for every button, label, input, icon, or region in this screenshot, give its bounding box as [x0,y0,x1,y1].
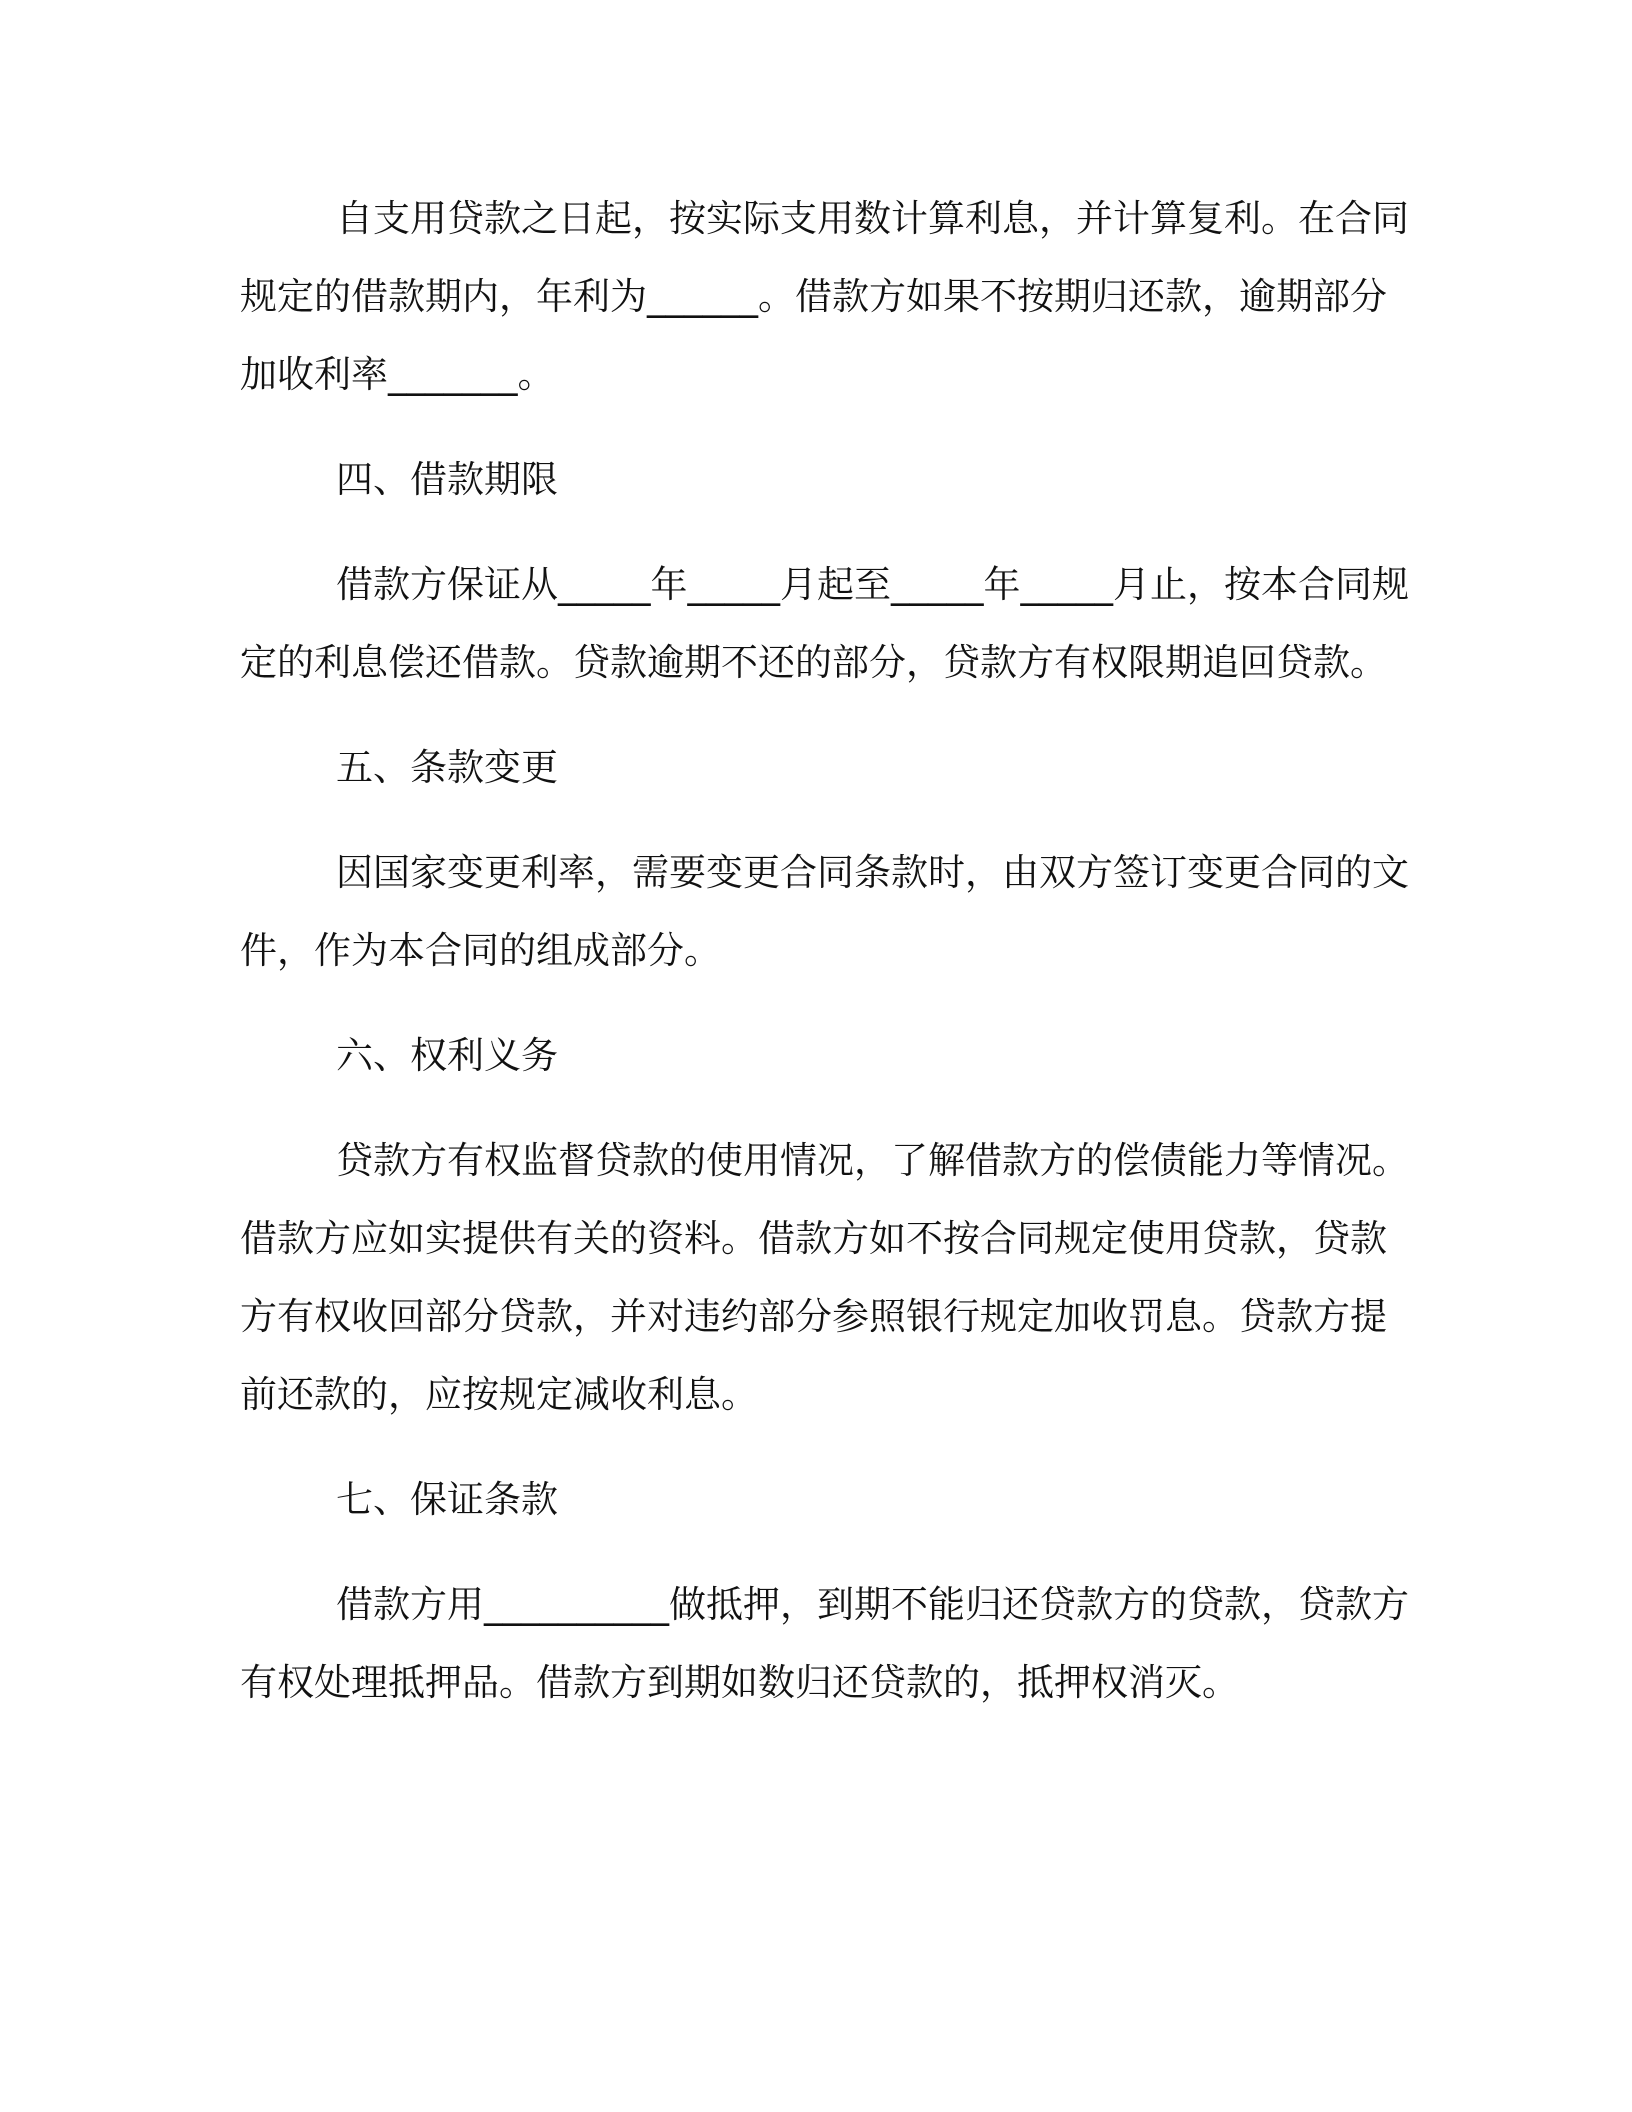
heading-clause-change: 五、条款变更 [336,746,558,789]
paragraph-rights-obligations: 贷款方有权监督贷款的使用情况，了解借款方的偿债能力等情况。借款方应如实提供有关的资料。借款方如不按合同规定使用贷款，贷款方有权收回部分贷款，并对违约部分参照银行规定加收罚息。贷款方提前还款的，应按规定减收利息。 [240,1139,1409,1416]
paragraph-interest: 自支用贷款之日起，按实际支用数计算利息，并计算复利。在合同规定的借款期内，年利为______。借款方如果不按期归还款，逾期部分加收利率_______。 [240,197,1409,396]
heading-rights-obligations: 六、权利义务 [336,1034,558,1077]
paragraph-guarantee: 借款方用__________做抵押，到期不能归还贷款方的贷款，贷款方有权处理抵押品。借款方到期如数归还贷款的，抵押权消灭。 [240,1583,1409,1704]
paragraph-clause-change: 因国家变更利率，需要变更合同条款时，由双方签订变更合同的文件，作为本合同的组成部分。 [240,851,1409,972]
document-body [240,180,1420,1749]
heading-guarantee: 七、保证条款 [336,1478,558,1521]
heading-loan-term: 四、借款期限 [336,458,558,501]
paragraph-loan-term: 借款方保证从_____年_____月起至_____年_____月止，按本合同规定的利息偿还借款。贷款逾期不还的部分，贷款方有权限期追回贷款。 [240,563,1409,684]
